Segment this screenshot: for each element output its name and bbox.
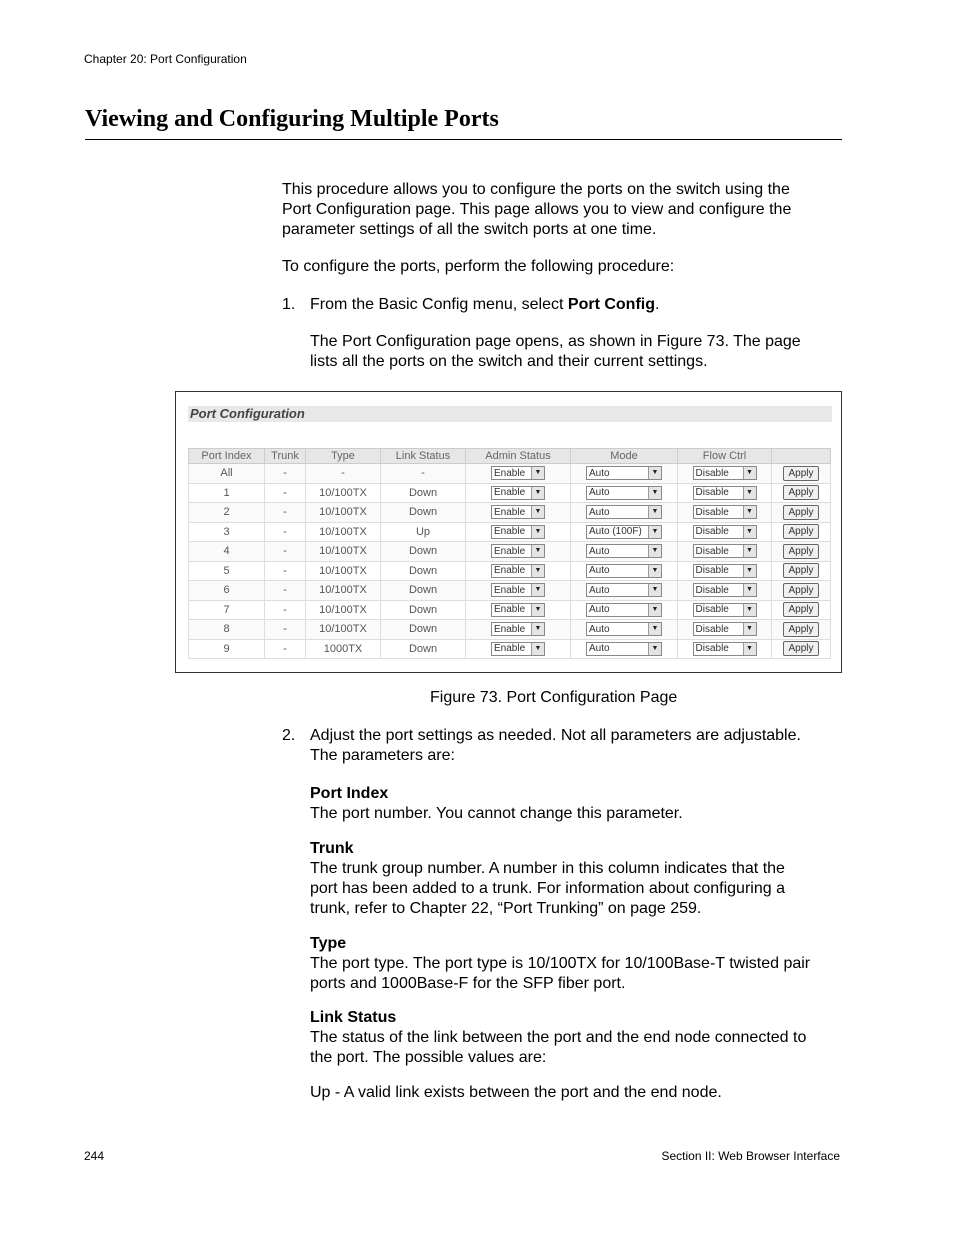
table-row: [189, 600, 831, 620]
mode-cell: [571, 639, 678, 659]
flow-ctrl-select[interactable]: [693, 466, 757, 480]
flow-ctrl-value: Disable: [695, 584, 729, 596]
link-status-cell: Down: [381, 581, 466, 601]
mode-cell: [571, 483, 678, 503]
chevron-down-icon: ▼: [743, 545, 756, 557]
trunk-cell: -: [265, 620, 306, 640]
mode-select[interactable]: [586, 466, 662, 480]
apply-cell: [772, 483, 831, 503]
flow-ctrl-select[interactable]: [693, 544, 757, 558]
chevron-down-icon: ▼: [531, 565, 544, 577]
flow-ctrl-value: Disable: [695, 545, 729, 557]
mode-select[interactable]: [586, 564, 662, 578]
type-cell: 10/100TX: [306, 503, 381, 523]
admin-status-cell: [466, 639, 571, 659]
chevron-down-icon: ▼: [648, 467, 661, 479]
flow-ctrl-select[interactable]: [693, 505, 757, 519]
admin-status-select[interactable]: [491, 583, 545, 597]
apply-cell: [772, 561, 831, 581]
apply-cell: [772, 581, 831, 601]
port-index-cell: 1: [189, 483, 265, 503]
flow-ctrl-select[interactable]: [693, 622, 757, 636]
chevron-down-icon: ▼: [648, 584, 661, 596]
mode-value: Auto: [589, 643, 610, 655]
flow-ctrl-select[interactable]: [693, 525, 757, 539]
flow-ctrl-select[interactable]: [693, 486, 757, 500]
chevron-down-icon: ▼: [743, 623, 756, 635]
type-cell: 1000TX: [306, 639, 381, 659]
table-row: [189, 503, 831, 523]
table-row: [189, 620, 831, 640]
link-status-cell: Down: [381, 503, 466, 523]
param-description: ports and 1000Base-F for the SFP fiber port.: [310, 975, 626, 992]
step-1-prefix: From the Basic Config menu, select: [310, 296, 568, 313]
mode-cell: [571, 620, 678, 640]
chevron-down-icon: ▼: [648, 643, 661, 655]
trunk-cell: -: [265, 522, 306, 542]
mode-select[interactable]: [586, 583, 662, 597]
chevron-down-icon: ▼: [531, 545, 544, 557]
mode-value: Auto (100F): [589, 526, 642, 538]
intro-line: This procedure allows you to configure the ports on the switch using the: [282, 181, 790, 198]
mode-cell: [571, 600, 678, 620]
mode-value: Auto: [589, 604, 610, 616]
intro-line: Port Configuration page. This page allows you to view and configure the: [282, 201, 792, 218]
column-header: Type: [306, 449, 381, 464]
chevron-down-icon: ▼: [531, 604, 544, 616]
param-description: The trunk group number. A number in this column indicates that the: [310, 860, 785, 877]
flow-ctrl-cell: [678, 522, 772, 542]
step-1-note: [310, 332, 801, 372]
type-cell: 10/100TX: [306, 561, 381, 581]
type-cell: 10/100TX: [306, 620, 381, 640]
running-footer: Section II: Web Browser Interface: [661, 1149, 840, 1163]
chevron-down-icon: ▼: [648, 565, 661, 577]
mode-select[interactable]: [586, 505, 662, 519]
flow-ctrl-value: Disable: [695, 623, 729, 635]
column-header: [772, 449, 831, 464]
apply-button[interactable]: Apply: [783, 583, 819, 598]
flow-ctrl-cell: [678, 639, 772, 659]
param-term: Link Status: [310, 1009, 397, 1026]
admin-status-value: Enable: [494, 604, 526, 616]
flow-ctrl-select[interactable]: [693, 583, 757, 597]
column-header: Trunk: [265, 449, 306, 464]
chevron-down-icon: ▼: [531, 584, 544, 596]
flow-ctrl-value: Disable: [695, 487, 729, 499]
link-status-up: Up - A valid link exists between the port and the end node.: [310, 1084, 722, 1101]
figure-caption: Figure 73. Port Configuration Page: [430, 689, 678, 706]
param-term: Type: [310, 935, 347, 952]
apply-button[interactable]: Apply: [783, 602, 819, 617]
mode-value: Auto: [589, 487, 610, 499]
flow-ctrl-cell: [678, 620, 772, 640]
table-row: [189, 522, 831, 542]
port-index-cell: 9: [189, 639, 265, 659]
admin-status-cell: [466, 581, 571, 601]
trunk-cell: -: [265, 464, 306, 484]
type-cell: 10/100TX: [306, 542, 381, 562]
table-row: [189, 542, 831, 562]
admin-status-select[interactable]: [491, 544, 545, 558]
mode-cell: [571, 542, 678, 562]
admin-status-cell: [466, 483, 571, 503]
admin-status-value: Enable: [494, 487, 526, 499]
param-port-index: [310, 784, 683, 824]
link-status-cell: Down: [381, 542, 466, 562]
param-description: The status of the link between the port and the end node connected to: [310, 1029, 807, 1046]
column-header: Link Status: [381, 449, 466, 464]
procedure-intro: To configure the ports, perform the following procedure:: [282, 258, 675, 275]
mode-cell: [571, 503, 678, 523]
admin-status-value: Enable: [494, 565, 526, 577]
step-2-text: [310, 726, 801, 766]
step-1-suffix: .: [654, 296, 660, 313]
param-term: Port Index: [310, 785, 389, 802]
admin-status-value: Enable: [494, 467, 526, 479]
mode-value: Auto: [589, 467, 610, 479]
port-index-cell: 4: [189, 542, 265, 562]
chevron-down-icon: ▼: [743, 584, 756, 596]
step-1-menu-item: Port Config: [567, 296, 655, 313]
chevron-down-icon: ▼: [743, 604, 756, 616]
admin-status-cell: [466, 561, 571, 581]
chevron-down-icon: ▼: [531, 506, 544, 518]
link-status-cell: -: [381, 464, 466, 484]
trunk-cell: -: [265, 600, 306, 620]
admin-status-cell: [466, 464, 571, 484]
port-configuration-figure: [175, 391, 842, 673]
param-term: Trunk: [310, 840, 354, 857]
type-cell: 10/100TX: [306, 522, 381, 542]
mode-select[interactable]: [586, 603, 662, 617]
flow-ctrl-cell: [678, 483, 772, 503]
port-index-cell: 6: [189, 581, 265, 601]
admin-status-select[interactable]: [491, 642, 545, 656]
apply-cell: [772, 639, 831, 659]
admin-status-select[interactable]: [491, 486, 545, 500]
link-status-cell: Down: [381, 561, 466, 581]
chevron-down-icon: ▼: [531, 623, 544, 635]
chevron-down-icon: ▼: [648, 506, 661, 518]
chevron-down-icon: ▼: [743, 526, 756, 538]
chevron-down-icon: ▼: [531, 526, 544, 538]
step-1-note-line: The Port Configuration page opens, as shown in Figure 73. The page: [310, 333, 801, 350]
admin-status-cell: [466, 503, 571, 523]
param-description: The port number. You cannot change this parameter.: [310, 805, 683, 822]
mode-cell: [571, 581, 678, 601]
mode-value: Auto: [589, 565, 610, 577]
flow-ctrl-value: Disable: [695, 526, 729, 538]
admin-status-cell: [466, 620, 571, 640]
column-header: Admin Status: [466, 449, 571, 464]
column-header: Flow Ctrl: [678, 449, 772, 464]
chevron-down-icon: ▼: [743, 467, 756, 479]
trunk-cell: -: [265, 542, 306, 562]
trunk-cell: -: [265, 561, 306, 581]
apply-cell: [772, 503, 831, 523]
mode-value: Auto: [589, 506, 610, 518]
apply-cell: [772, 522, 831, 542]
mode-cell: [571, 464, 678, 484]
flow-ctrl-cell: [678, 561, 772, 581]
intro-line: parameter settings of all the switch ports at one time.: [282, 221, 657, 238]
admin-status-select[interactable]: [491, 466, 545, 480]
mode-cell: [571, 561, 678, 581]
admin-status-cell: [466, 600, 571, 620]
port-index-cell: 2: [189, 503, 265, 523]
chevron-down-icon: ▼: [531, 643, 544, 655]
type-cell: 10/100TX: [306, 600, 381, 620]
table-row: [189, 464, 831, 484]
chevron-down-icon: ▼: [648, 623, 661, 635]
admin-status-value: Enable: [494, 643, 526, 655]
admin-status-cell: [466, 542, 571, 562]
table-row: [189, 561, 831, 581]
mode-value: Auto: [589, 545, 610, 557]
param-link-status: [310, 1008, 806, 1068]
type-cell: -: [306, 464, 381, 484]
table-header-row: [189, 449, 831, 464]
chevron-down-icon: ▼: [648, 526, 661, 538]
admin-status-select[interactable]: [491, 505, 545, 519]
apply-button[interactable]: Apply: [783, 622, 819, 637]
flow-ctrl-cell: [678, 503, 772, 523]
mode-value: Auto: [589, 584, 610, 596]
column-header: Mode: [571, 449, 678, 464]
flow-ctrl-cell: [678, 581, 772, 601]
apply-button[interactable]: Apply: [783, 563, 819, 578]
mode-select[interactable]: [586, 525, 662, 539]
mode-select[interactable]: [586, 642, 662, 656]
port-rows: [189, 464, 831, 659]
mode-select[interactable]: [586, 622, 662, 636]
flow-ctrl-value: Disable: [695, 467, 729, 479]
flow-ctrl-value: Disable: [695, 565, 729, 577]
page-number: 244: [84, 1149, 105, 1163]
admin-status-select[interactable]: [491, 603, 545, 617]
chevron-down-icon: ▼: [648, 604, 661, 616]
port-index-cell: 5: [189, 561, 265, 581]
trunk-cell: -: [265, 503, 306, 523]
admin-status-value: Enable: [494, 623, 526, 635]
step-2-number: 2.: [282, 727, 296, 744]
param-description: the port. The possible values are:: [310, 1049, 547, 1066]
mode-value: Auto: [589, 623, 610, 635]
running-header: Chapter 20: Port Configuration: [84, 52, 247, 66]
admin-status-value: Enable: [494, 526, 526, 538]
table-row: [189, 639, 831, 659]
chevron-down-icon: ▼: [743, 506, 756, 518]
param-description: The port type. The port type is 10/100TX for 10/100Base-T twisted pair: [310, 955, 811, 972]
chevron-down-icon: ▼: [743, 643, 756, 655]
admin-status-value: Enable: [494, 506, 526, 518]
param-type: [310, 934, 810, 994]
step-2-line: Adjust the port settings as needed. Not all parameters are adjustable.: [310, 727, 801, 744]
flow-ctrl-value: Disable: [695, 604, 729, 616]
port-index-cell: 3: [189, 522, 265, 542]
section-title: Viewing and Configuring Multiple Ports: [85, 106, 499, 132]
flow-ctrl-cell: [678, 600, 772, 620]
link-status-cell: Down: [381, 620, 466, 640]
title-rule: [85, 139, 842, 140]
port-configuration-title: Port Configuration: [188, 406, 832, 422]
chevron-down-icon: ▼: [743, 565, 756, 577]
admin-status-select[interactable]: [491, 525, 545, 539]
link-status-cell: Down: [381, 639, 466, 659]
apply-cell: [772, 464, 831, 484]
apply-button[interactable]: Apply: [783, 466, 819, 481]
admin-status-cell: [466, 522, 571, 542]
admin-status-value: Enable: [494, 545, 526, 557]
admin-status-value: Enable: [494, 584, 526, 596]
mode-select[interactable]: [586, 486, 662, 500]
step-2-line: The parameters are:: [310, 747, 455, 764]
flow-ctrl-select[interactable]: [693, 603, 757, 617]
flow-ctrl-select[interactable]: [693, 564, 757, 578]
param-trunk: [310, 839, 785, 919]
trunk-cell: -: [265, 639, 306, 659]
admin-status-select[interactable]: [491, 564, 545, 578]
step-1-number: 1.: [282, 296, 296, 313]
step-1-text: [310, 295, 659, 315]
mode-cell: [571, 522, 678, 542]
port-index-cell: 8: [189, 620, 265, 640]
type-cell: 10/100TX: [306, 483, 381, 503]
flow-ctrl-value: Disable: [695, 643, 729, 655]
mode-select[interactable]: [586, 544, 662, 558]
flow-ctrl-cell: [678, 464, 772, 484]
apply-cell: [772, 620, 831, 640]
param-description: port has been added to a trunk. For information about configuring a: [310, 880, 785, 897]
port-configuration-table: [188, 448, 831, 659]
chevron-down-icon: ▼: [531, 467, 544, 479]
apply-button[interactable]: Apply: [783, 544, 819, 559]
intro-paragraph: [282, 180, 791, 240]
apply-button[interactable]: Apply: [783, 524, 819, 539]
apply-button[interactable]: Apply: [783, 641, 819, 656]
type-cell: 10/100TX: [306, 581, 381, 601]
chevron-down-icon: ▼: [648, 487, 661, 499]
flow-ctrl-cell: [678, 542, 772, 562]
chevron-down-icon: ▼: [648, 545, 661, 557]
chevron-down-icon: ▼: [743, 487, 756, 499]
column-header: Port Index: [189, 449, 265, 464]
link-status-cell: Down: [381, 600, 466, 620]
flow-ctrl-value: Disable: [695, 506, 729, 518]
port-index-cell: All: [189, 464, 265, 484]
trunk-cell: -: [265, 581, 306, 601]
port-index-cell: 7: [189, 600, 265, 620]
trunk-cell: -: [265, 483, 306, 503]
chevron-down-icon: ▼: [531, 487, 544, 499]
apply-button[interactable]: Apply: [783, 485, 819, 500]
table-row: [189, 581, 831, 601]
flow-ctrl-select[interactable]: [693, 642, 757, 656]
link-status-cell: Up: [381, 522, 466, 542]
apply-button[interactable]: Apply: [783, 505, 819, 520]
param-description: trunk, refer to Chapter 22, “Port Trunking” on page 259.: [310, 900, 702, 917]
admin-status-select[interactable]: [491, 622, 545, 636]
apply-cell: [772, 600, 831, 620]
step-1-note-line: lists all the ports on the switch and their current settings.: [310, 353, 708, 370]
apply-cell: [772, 542, 831, 562]
link-status-cell: Down: [381, 483, 466, 503]
table-row: [189, 483, 831, 503]
